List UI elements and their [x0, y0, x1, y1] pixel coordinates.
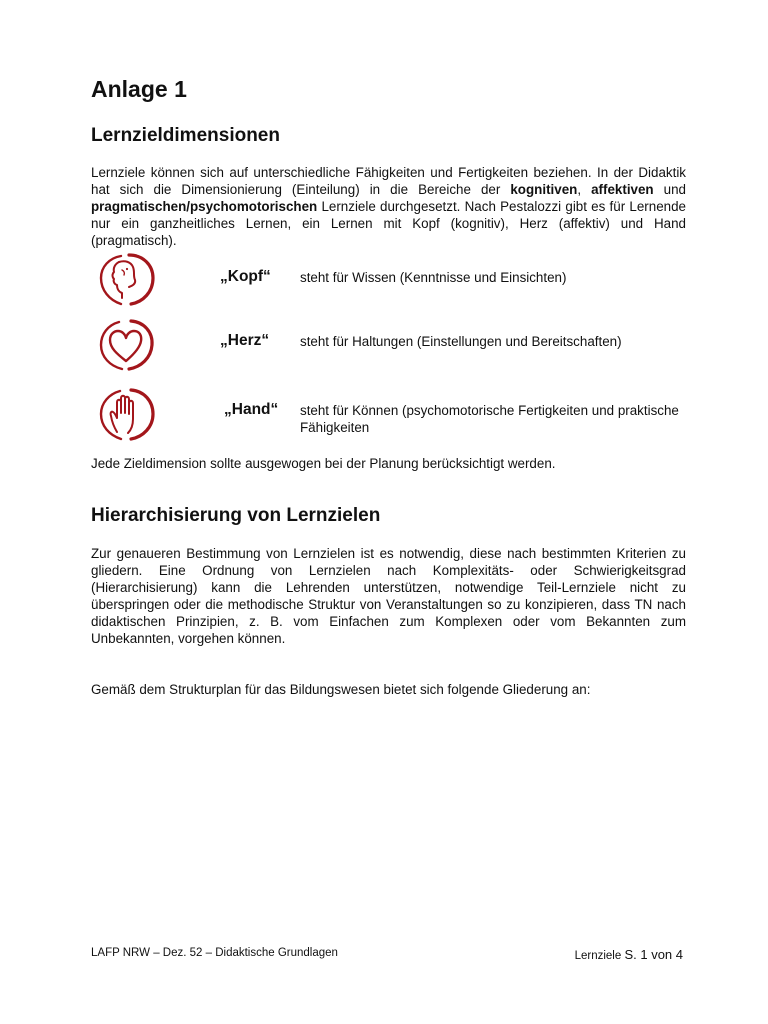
dimension-term-kopf: „Kopf“ [220, 268, 271, 285]
intro-text-3: und [653, 182, 686, 197]
hierarchisierung-paragraph: Zur genaueren Bestimmung von Lernzielen ist es notwendig, diese nach bestimmten Kriterien zu gliedern. Eine Ordnung von Lernzielen nach Komplexitäts- oder Schwierigkeitsgrad (Hierarchisierung) kann die Lehrenden unterstützen, notwendige Teil-Lernziele nicht zu überspringen oder die methodische Struktur von Veranstaltungen so zu konzipieren, dass TN nach didaktischen Prinzipien, z. B. vom Einfachen zum Komplexen oder vom Bekannten zum Unbekannten, vorgehen können. [91, 546, 686, 646]
footer-left: LAFP NRW – Dez. 52 – Didaktische Grundlagen [91, 947, 338, 959]
dimension-row-hand [91, 385, 691, 455]
intro-text-1: Lernziele können sich auf unterschiedliche Fähigkeiten und Fertigkeiten beziehen. In der Didaktik hat sich die Dimensionierung (Einteilung) in die Bereiche der [91, 165, 686, 197]
dimension-desc-hand: steht für Können (psychomotorische Fertigkeiten und praktische Fähigkeiten [300, 403, 679, 435]
intro-bold-pragmatischen: pragmatischen/psychomotorischen [91, 199, 318, 214]
intro-paragraph [91, 164, 686, 249]
gliederung-intro-paragraph: Gemäß dem Strukturplan für das Bildungswesen bietet sich folgende Gliederung an: [91, 682, 591, 697]
page-number: S. 1 von 4 [624, 947, 683, 962]
footer-right [575, 947, 683, 962]
footer-section-label: Lernziele [574, 950, 622, 962]
dimension-term-herz: „Herz“ [220, 332, 270, 349]
intro-bold-affektiven: affektiven [591, 182, 654, 197]
intro-text-2: , [577, 182, 592, 197]
dimension-row-herz [91, 315, 691, 385]
dimension-desc-herz: steht für Haltungen (Einstellungen und Bereitschaften) [300, 334, 622, 349]
section-title-lernzieldimensionen: Lernzieldimensionen [91, 125, 280, 146]
summary-paragraph: Jede Zieldimension sollte ausgewogen bei der Planung berücksichtigt werden. [91, 456, 556, 471]
hand-icon [95, 385, 157, 445]
dimension-term-hand: „Hand“ [224, 401, 279, 418]
head-icon [95, 250, 157, 310]
dimension-desc-kopf: steht für Wissen (Kenntnisse und Einsichten) [300, 270, 567, 285]
section-title-hierarchisierung: Hierarchisierung von Lernzielen [91, 505, 381, 526]
page-heading: Anlage 1 [91, 76, 187, 102]
heart-icon [95, 315, 157, 375]
intro-text-4: Lernziele durchgesetzt. Nach Pestalozzi gibt es für Lernende nur ein ganzheitliches Lernen, ein Lernen mit Kopf (kognitiv), Herz (affektiv) und Hand (pragmatisch). [91, 199, 686, 248]
intro-bold-kognitiven: kognitiven [510, 182, 578, 197]
dimension-row-kopf [91, 250, 691, 320]
